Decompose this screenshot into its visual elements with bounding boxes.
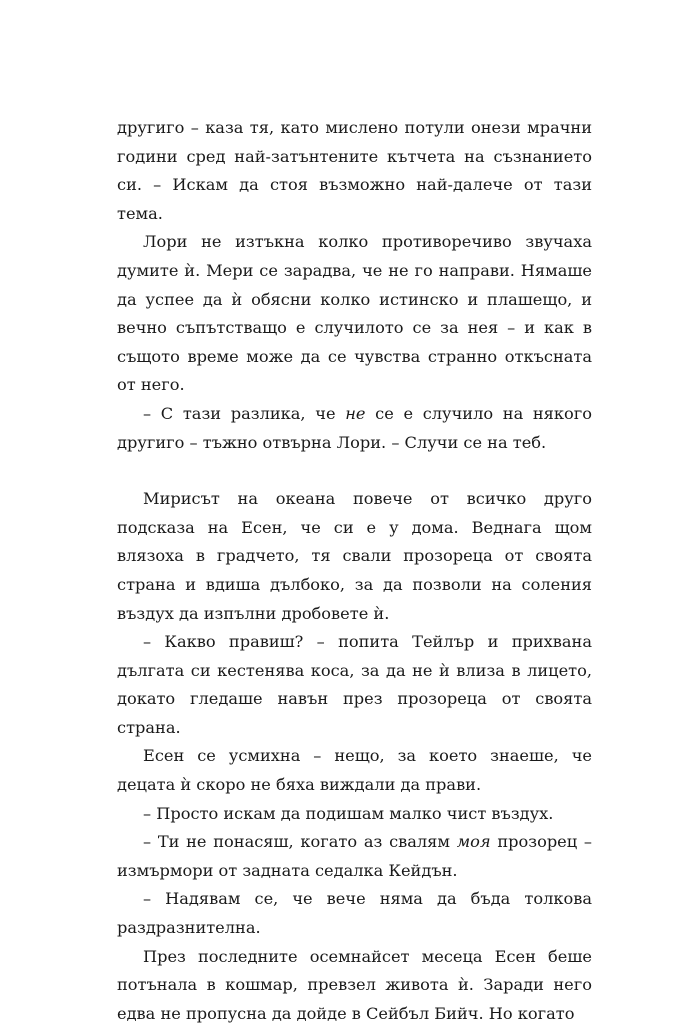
paragraph: – Ти не понасяш, когато аз свалям моя прозорец – измърмори от задната седалка Кейдън. bbox=[117, 832, 592, 880]
text-block-bottom bbox=[117, 485, 592, 1028]
paragraph: През последните осемнайсет месеца Есен беше потънала в кошмар, превзел живота ѝ. Заради него едва не пропусна да дойде в Сейбъл Бийч. Но когато bbox=[117, 946, 592, 1023]
paragraph: Лори не изтъкна колко противоречиво звучаха думите ѝ. Мери се зарадва, че не го направи. Нямаше да успее да ѝ обясни колко истинско и плашещо, и вечно съпътстващо е случилото се за нея – и как в същото време може да се чувства странно откъсната от него. bbox=[117, 232, 592, 395]
section-break bbox=[117, 457, 592, 485]
paragraph: – Просто искам да подишам малко чист въздух. bbox=[143, 803, 554, 823]
book-page bbox=[117, 114, 592, 1028]
emphasis: моя bbox=[456, 832, 491, 852]
paragraph: Есен се усмихна – нещо, за което знаеше, че децата ѝ скоро не бяха виждали да прави. bbox=[117, 746, 592, 795]
text-block-top bbox=[117, 114, 592, 457]
paragraph: другиго – каза тя, като мислено потули онези мрачни години сред най-затънтените кътчета на съзнанието си. – Искам да стоя възможно най-далече от тази тема. bbox=[117, 118, 592, 223]
paragraph: – С тази разлика, че не се е случило на някого другиго – тъжно отвърна Лори. – Случи се на теб. bbox=[117, 403, 592, 452]
paragraph: – Надявам се, че вече няма да бъда толкова раздразнителна. bbox=[117, 889, 592, 938]
emphasis: не bbox=[345, 403, 366, 423]
paragraph: – Какво правиш? – попита Тейлър и прихвана дългата си кестенява коса, за да не ѝ влиза в лицето, докато гледаше навън през прозореца от своята страна. bbox=[117, 632, 592, 737]
paragraph: Мирисът на океана повече от всичко друго подсказа на Есен, че си е у дома. Веднага щом влязоха в градчето, тя свали прозореца от своята страна и вдиша дълбоко, за да позволи на соления въздух да изпълни дробовете ѝ. bbox=[117, 489, 592, 623]
